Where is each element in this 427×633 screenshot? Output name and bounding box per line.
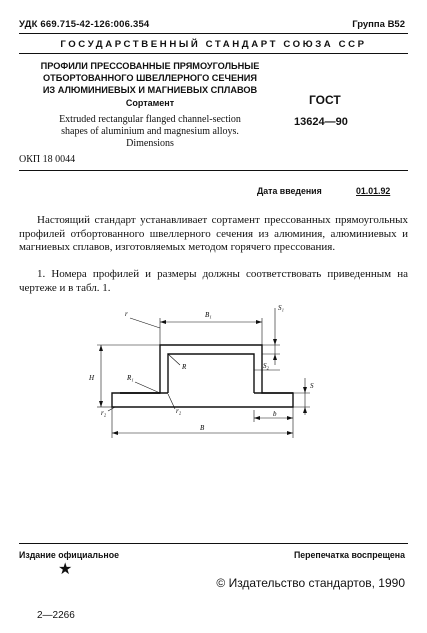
reprint-notice: Перепечатка воспрещена [293, 550, 405, 560]
clause-1-paragraph: 1. Номера профилей и размеры должны соответствовать приведенным на чертеже и в табл. 1. [19, 268, 408, 294]
document-subtitle: Сортамент [125, 98, 175, 108]
leader-r1 [135, 382, 160, 393]
profile-inner-outline [168, 354, 254, 393]
copyright-notice: © Издательство стандартов, 1990 [216, 576, 405, 590]
leader-big-r [168, 354, 180, 365]
state-standard-heading: ГОСУДАРСТВЕННЫЙ СТАНДАРТ СОЮЗА ССР [60, 39, 367, 50]
label-r2-left: r₂ [101, 409, 107, 417]
profile-drawing [75, 290, 415, 450]
okp-code: ОКП 18 0044 [19, 154, 76, 165]
okp-rule [19, 170, 408, 171]
gost-label: ГОСТ [309, 93, 341, 107]
label-r1: R₁ [127, 374, 134, 382]
effective-date-value: 01.01.92 [356, 186, 391, 196]
label-big-r: R [182, 363, 187, 371]
label-s2: S₂ [263, 362, 269, 370]
english-title-line-1: Extruded rectangular flanged channel-section [59, 114, 241, 125]
document-title [19, 60, 281, 96]
label-b-total: B [200, 424, 205, 432]
leader-r [130, 318, 160, 328]
label-b-flange: b [273, 410, 277, 418]
english-title [19, 114, 281, 150]
label-r2-right: r₂ [176, 407, 182, 415]
title-line-2: ОТБОРТОВАННОГО ШВЕЛЛЕРНОГО СЕЧЕНИЯ [43, 73, 257, 83]
label-h: H [89, 374, 95, 382]
english-title-line-3: Dimensions [126, 138, 174, 149]
print-code: 2—2266 [37, 610, 75, 621]
effective-date-label: Дата введения [257, 186, 322, 196]
official-edition-label: Издание официальное [19, 550, 119, 560]
intro-paragraph: Настоящий стандарт устанавливает сортамент прессованных прямоугольных профилей отбортованного швеллерного сечения из алюминия, алюминиевых и магниевых сплавов, изготовляемых методом горячего прессования. [19, 214, 408, 253]
udk-code: УДК 669.715-42-126:006.354 [19, 19, 150, 30]
title-rule [19, 53, 408, 54]
label-r: r [125, 310, 128, 318]
label-s1: S₁ [278, 304, 284, 312]
title-line-1: ПРОФИЛИ ПРЕССОВАННЫЕ ПРЯМОУГОЛЬНЫЕ [40, 61, 260, 71]
top-rule [19, 33, 408, 34]
label-b1: B₁ [205, 311, 212, 319]
english-title-line-2: shapes of aluminium and magnesium alloys. [61, 126, 239, 137]
title-line-3: ИЗ АЛЮМИНИЕВЫХ И МАГНИЕВЫХ СПЛАВОВ [42, 85, 258, 95]
group-code: Группа В52 [352, 19, 405, 30]
label-s: S [310, 382, 314, 390]
footer-rule [19, 543, 408, 544]
gost-number: 13624—90 [294, 116, 348, 128]
star-icon: ★ [58, 559, 73, 578]
